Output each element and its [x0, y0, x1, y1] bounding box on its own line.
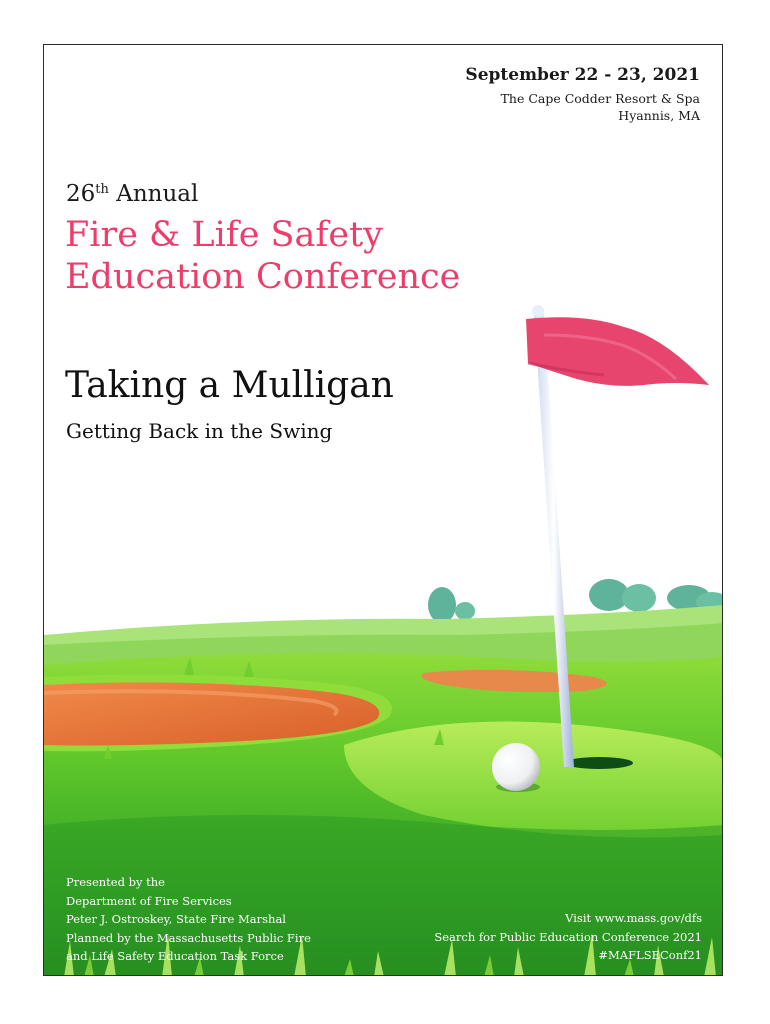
annual-suffix: th: [95, 182, 109, 197]
presenters-line: and Life Safety Education Task Force: [66, 949, 284, 963]
conference-title-line2: Education Conference: [65, 257, 461, 297]
info-search: Search for Public Education Conference 2021: [434, 929, 702, 944]
annual-number: 26: [66, 181, 96, 207]
golf-ball-icon: [492, 743, 540, 792]
annual-edition: [66, 181, 198, 207]
theme-subtitle: Getting Back in the Swing: [66, 419, 333, 443]
info-website: Visit www.mass.gov/dfs: [565, 911, 702, 925]
presenters-line: Peter J. Ostroskey, State Fire Marshal: [66, 912, 286, 926]
event-dates: September 22 - 23, 2021: [465, 65, 700, 85]
conference-title-line1: Fire & Life Safety: [65, 215, 383, 255]
cover-page: [43, 44, 723, 976]
presenters-line: Department of Fire Services: [66, 893, 232, 908]
event-venue: The Cape Codder Resort & Spa: [500, 91, 700, 106]
theme-title: Taking a Mulligan: [65, 365, 394, 406]
presenters-line: Planned by the Massachusetts Public Fire: [66, 930, 311, 945]
presenters-line: Presented by the: [66, 875, 165, 889]
annual-word: Annual: [116, 181, 199, 207]
event-city: Hyannis, MA: [618, 108, 700, 123]
info-block: [434, 909, 702, 965]
presenters-block: [66, 873, 311, 966]
info-hashtag: #MAFLSEConf21: [598, 948, 702, 962]
